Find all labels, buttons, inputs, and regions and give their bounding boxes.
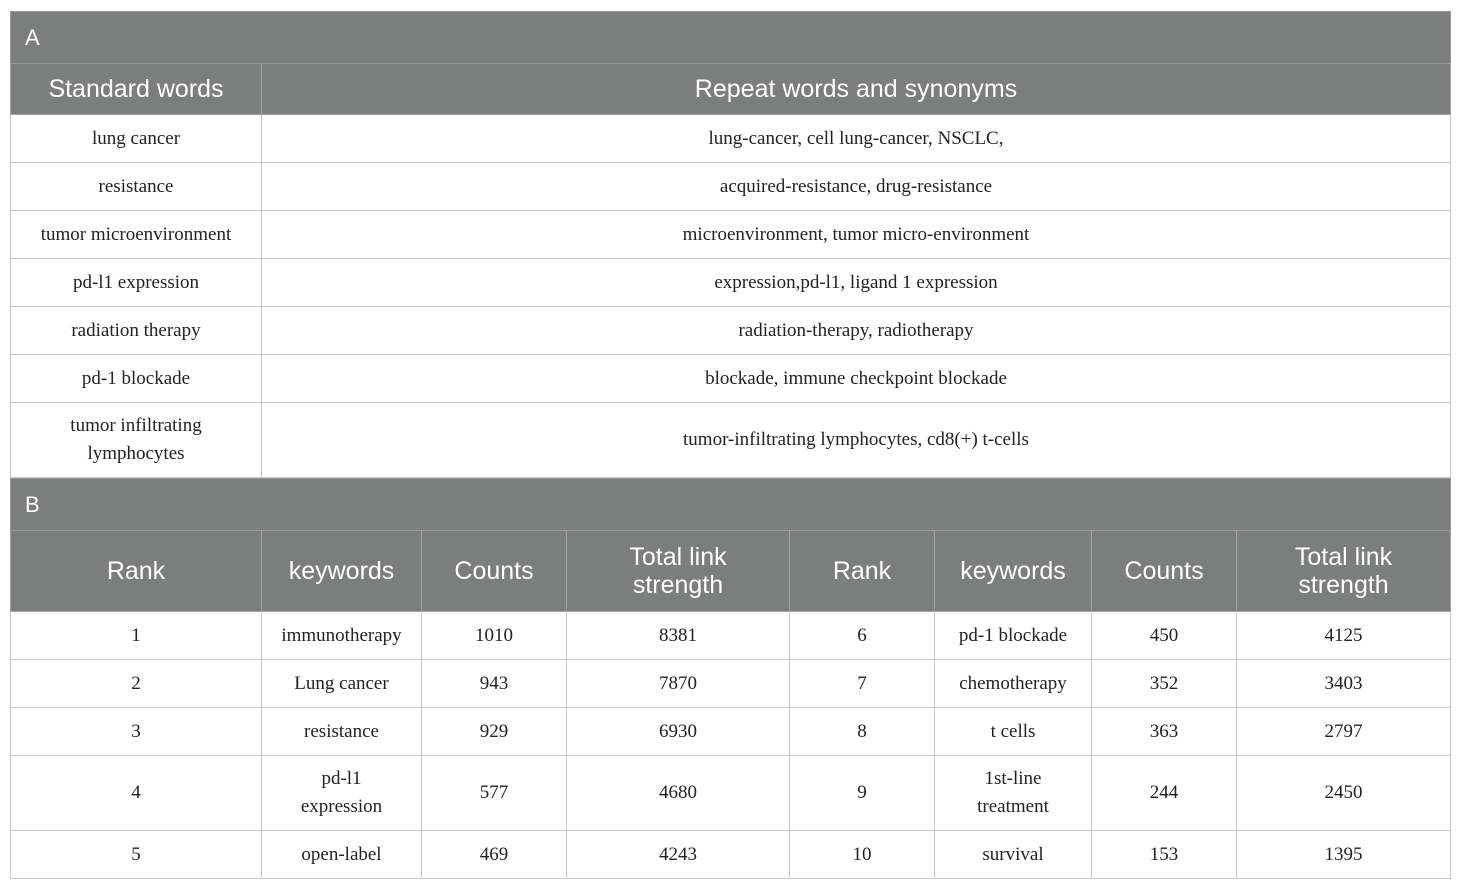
- link-strength-cell: 7870: [567, 660, 790, 708]
- keyword-cell: pd-1 blockade: [935, 612, 1092, 660]
- rank-cell: 8: [790, 708, 935, 756]
- section-label-a: A: [11, 12, 1451, 64]
- synonyms-cell: acquired-resistance, drug-resistance: [262, 163, 1451, 211]
- rank-cell: 2: [11, 660, 262, 708]
- counts-cell: 244: [1092, 756, 1237, 831]
- table-row: [11, 756, 1451, 831]
- synonyms-cell: expression,pd-l1, ligand 1 expression: [262, 259, 1451, 307]
- counts-cell: 577: [422, 756, 567, 831]
- table-row: [11, 660, 1451, 708]
- standard-word-cell: radiation therapy: [11, 307, 262, 355]
- link-strength-cell: 6930: [567, 708, 790, 756]
- keyword-cell: open-label: [262, 831, 422, 879]
- standard-word-cell: pd-l1 expression: [11, 259, 262, 307]
- link-strength-cell: 4125: [1237, 612, 1451, 660]
- standard-word-cell: tumor infiltrating lymphocytes: [11, 403, 262, 478]
- link-strength-cell: 4680: [567, 756, 790, 831]
- table-a-header-row: [11, 64, 1451, 115]
- table-row: [11, 211, 1451, 259]
- rank-cell: 3: [11, 708, 262, 756]
- section-label-b: B: [11, 479, 1451, 531]
- synonyms-cell: tumor-infiltrating lymphocytes, cd8(+) t-cells: [262, 403, 1451, 478]
- counts-cell: 153: [1092, 831, 1237, 879]
- counts-cell: 363: [1092, 708, 1237, 756]
- keyword-cell: chemotherapy: [935, 660, 1092, 708]
- link-strength-cell: 1395: [1237, 831, 1451, 879]
- column-header: Repeat words and synonyms: [262, 64, 1451, 115]
- synonyms-cell: lung-cancer, cell lung-cancer, NSCLC,: [262, 115, 1451, 163]
- column-header: keywords: [935, 531, 1092, 612]
- keyword-table: [10, 11, 1450, 879]
- table-row: [11, 831, 1451, 879]
- table-row: [11, 708, 1451, 756]
- counts-cell: 943: [422, 660, 567, 708]
- standard-word-cell: resistance: [11, 163, 262, 211]
- column-header: Counts: [422, 531, 567, 612]
- link-strength-cell: 2797: [1237, 708, 1451, 756]
- column-header: Standard words: [11, 64, 262, 115]
- rank-cell: 7: [790, 660, 935, 708]
- column-header: Total link strength: [1237, 531, 1451, 612]
- column-header: keywords: [262, 531, 422, 612]
- standard-word-cell: tumor microenvironment: [11, 211, 262, 259]
- counts-cell: 1010: [422, 612, 567, 660]
- counts-cell: 450: [1092, 612, 1237, 660]
- rank-cell: 1: [11, 612, 262, 660]
- table-row: [11, 612, 1451, 660]
- column-header: Total link strength: [567, 531, 790, 612]
- table-row: [11, 403, 1451, 478]
- synonyms-cell: radiation-therapy, radiotherapy: [262, 307, 1451, 355]
- table-row: [11, 115, 1451, 163]
- rank-cell: 4: [11, 756, 262, 831]
- counts-cell: 929: [422, 708, 567, 756]
- rank-cell: 9: [790, 756, 935, 831]
- counts-cell: 352: [1092, 660, 1237, 708]
- keyword-cell: Lung cancer: [262, 660, 422, 708]
- synonyms-cell: blockade, immune checkpoint blockade: [262, 355, 1451, 403]
- keyword-cell: resistance: [262, 708, 422, 756]
- keyword-cell: t cells: [935, 708, 1092, 756]
- keyword-cell: immunotherapy: [262, 612, 422, 660]
- link-strength-cell: 4243: [567, 831, 790, 879]
- table-b-header-row: [11, 531, 1451, 612]
- link-strength-cell: 2450: [1237, 756, 1451, 831]
- table-row: [11, 259, 1451, 307]
- synonyms-cell: microenvironment, tumor micro-environment: [262, 211, 1451, 259]
- table-a: [10, 11, 1451, 478]
- keyword-cell: 1st-line treatment: [935, 756, 1092, 831]
- table-row: [11, 307, 1451, 355]
- table-row: [11, 163, 1451, 211]
- rank-cell: 10: [790, 831, 935, 879]
- column-header: Counts: [1092, 531, 1237, 612]
- rank-cell: 6: [790, 612, 935, 660]
- counts-cell: 469: [422, 831, 567, 879]
- rank-cell: 5: [11, 831, 262, 879]
- column-header: Rank: [790, 531, 935, 612]
- standard-word-cell: pd-1 blockade: [11, 355, 262, 403]
- keyword-cell: pd-l1 expression: [262, 756, 422, 831]
- table-row: [11, 355, 1451, 403]
- column-header: Rank: [11, 531, 262, 612]
- table-b: [10, 478, 1451, 879]
- link-strength-cell: 3403: [1237, 660, 1451, 708]
- keyword-cell: survival: [935, 831, 1092, 879]
- link-strength-cell: 8381: [567, 612, 790, 660]
- standard-word-cell: lung cancer: [11, 115, 262, 163]
